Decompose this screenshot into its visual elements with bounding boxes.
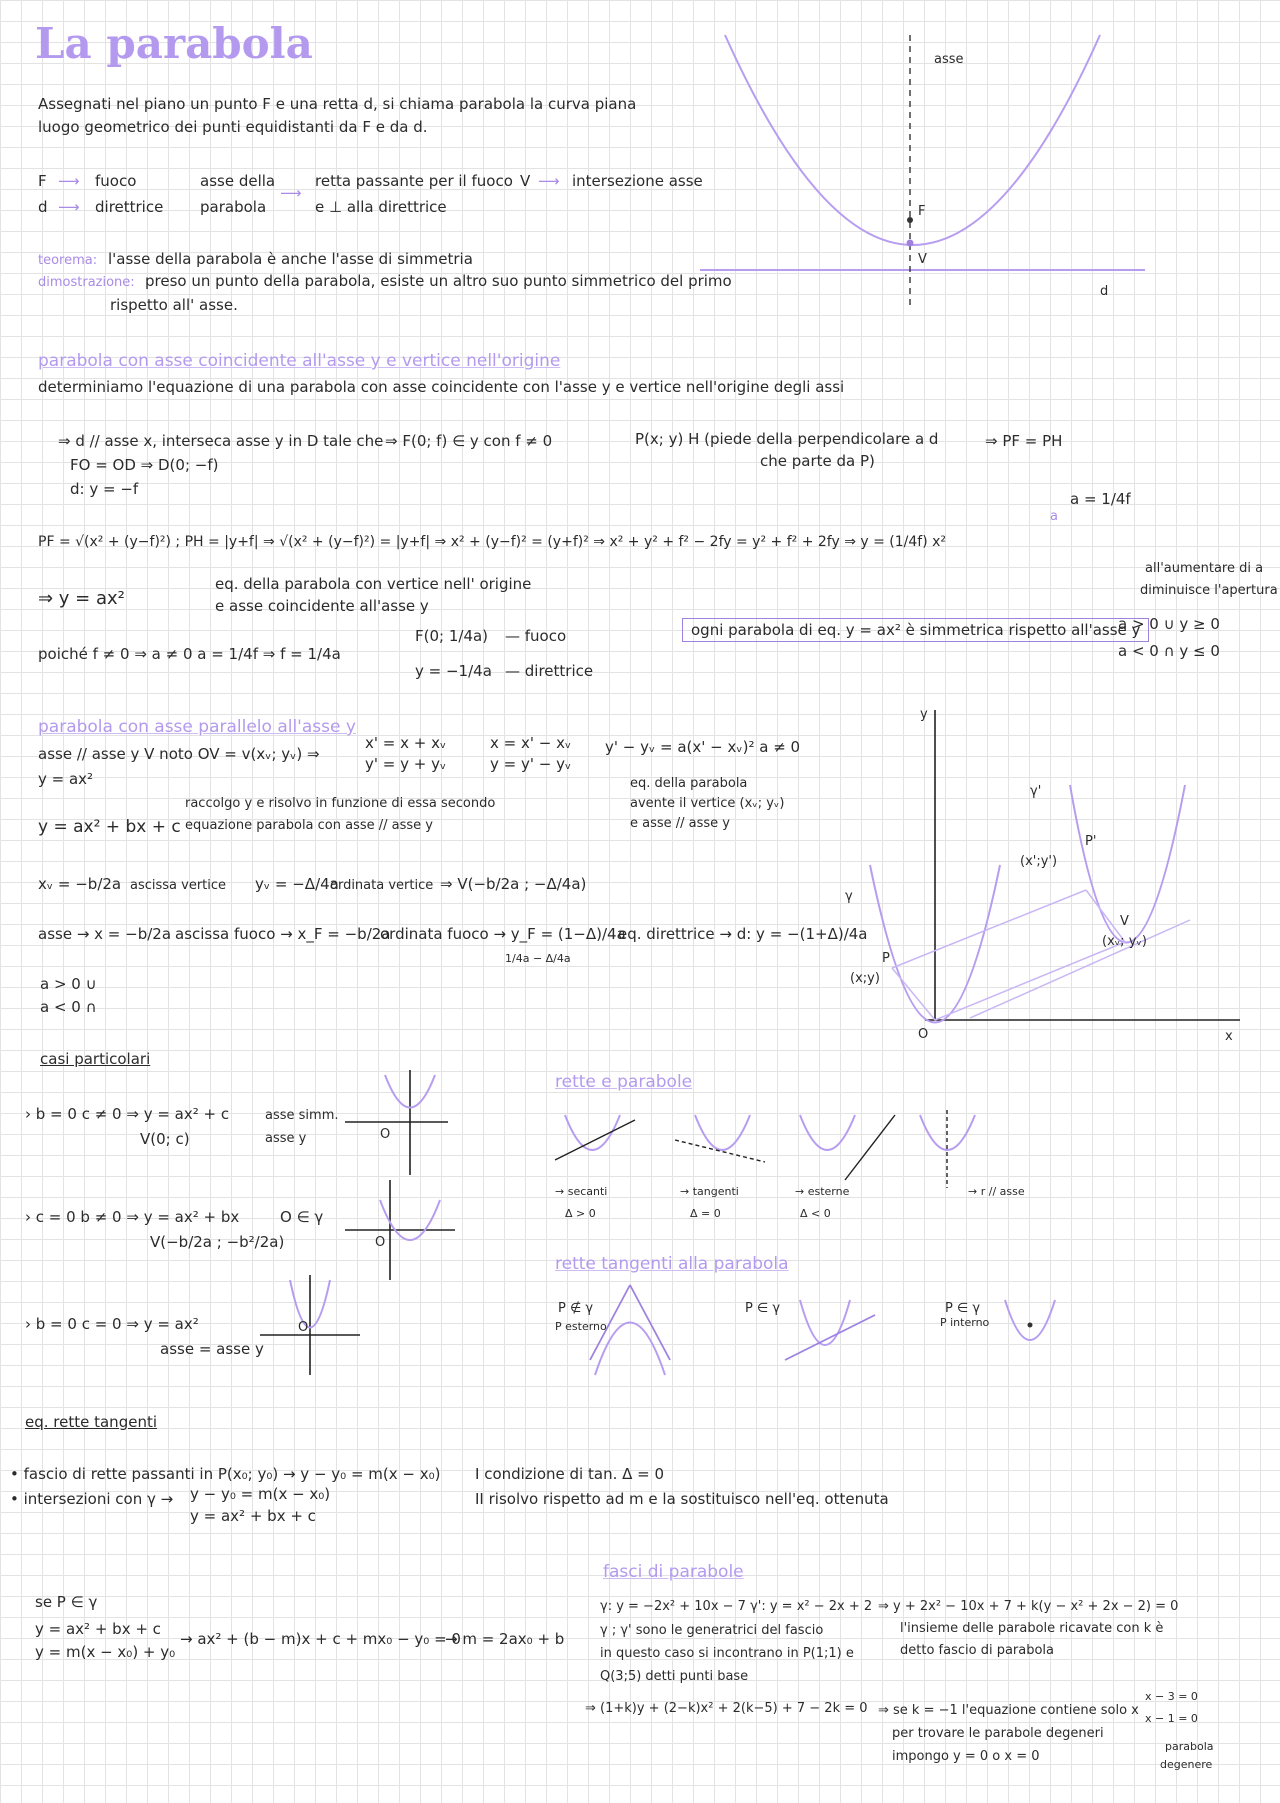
result-desc-3: e asse // asse y	[630, 816, 731, 831]
case-p-inside-label: P interno	[940, 1316, 990, 1329]
fasci-right-3: detto fascio di parabola	[900, 1643, 1055, 1658]
parallela-label: → r // asse	[968, 1185, 1025, 1198]
degenerate-label-1: parabola	[1165, 1740, 1214, 1753]
eq-tangenti-sys-a: y − y₀ = m(x − x₀)	[190, 1485, 331, 1503]
eq-tangenti-line-1: • fascio di rette passanti in P(x₀; y₀) → y − y₀ = m(x − x₀)	[10, 1465, 441, 1483]
direttrice-formula: eq. direttrice → d: y = −(1+Δ)/4a	[618, 925, 868, 943]
s1-line3: d: y = −f	[70, 480, 139, 498]
case-1: › b = 0 c ≠ 0 ⇒ y = ax² + c	[25, 1105, 230, 1123]
s1-line1b: ⇒ F(0; f) ∈ y con f ≠ 0	[385, 432, 553, 450]
rette-figure	[555, 1110, 1005, 1190]
symmetry-box: ogni parabola di eq. y = ax² è simmetrica rispetto all'asse y	[682, 618, 1149, 642]
focus-coordinate: F(0; 1/4a)	[415, 627, 489, 645]
se-p-mid: → ax² + (b − m)x + c + mx₀ − y₀ = 0	[180, 1630, 461, 1648]
s2-line1: asse // asse y V noto OV = v(xᵥ; yᵥ) ⇒	[38, 745, 320, 763]
s1-line1a: ⇒ d // asse x, interseca asse y in D tale che	[58, 432, 384, 450]
arrow-icon: ⟶	[538, 172, 560, 190]
proof-line-1: preso un punto della parabola, esiste un altro suo punto simmetrico del primo	[145, 272, 732, 290]
svg-text:O: O	[375, 1235, 386, 1250]
s1-line1c2: che parte da P)	[760, 452, 875, 470]
svg-text:P: P	[882, 951, 890, 966]
case-p-inside: P ∈ γ	[945, 1301, 981, 1316]
translation-figure	[840, 700, 1240, 1050]
yv-formula: yᵥ = −Δ/4a	[255, 875, 339, 893]
intro-line-1: Assegnati nel piano un punto F e una retta d, si chiama parabola la curva piana	[38, 95, 637, 113]
def-d-symbol: d	[38, 198, 48, 216]
case-1-figure	[340, 1070, 450, 1180]
svg-text:P': P'	[1085, 834, 1097, 849]
page-title: La parabola	[35, 19, 313, 68]
result-desc-2: avente il vertice (xᵥ; yᵥ)	[630, 796, 785, 811]
s1-line1d: ⇒ PF = PH	[985, 432, 1063, 450]
eq-tangenti-heading: eq. rette tangenti	[25, 1413, 157, 1431]
tangenti-figure	[585, 1280, 1075, 1380]
esterne-label: → esterne	[795, 1185, 850, 1198]
intro-line-2: luogo geometrico dei punti equidistanti da F e da d.	[38, 118, 428, 136]
sys2-b: y = y' − yᵥ	[490, 755, 572, 773]
side-note-3: a > 0 ∪ y ≥ 0	[1118, 615, 1220, 633]
fuoco-x: ascissa fuoco → x_F = −b/2a	[175, 925, 391, 943]
case-p-outside-label: P esterno	[555, 1320, 607, 1333]
se-p-sys-b: y = m(x − x₀) + y₀	[35, 1643, 176, 1661]
fasci-right-6: impongo y = 0 o x = 0	[892, 1749, 1040, 1764]
directrix-label: — direttrice	[505, 662, 594, 680]
vertex-formula: ⇒ V(−b/2a ; −Δ/4a)	[440, 875, 587, 893]
case-3-asse: asse = asse y	[160, 1340, 264, 1358]
sys2-a: x = x' − xᵥ	[490, 734, 572, 752]
rette-heading: rette e parabole	[555, 1072, 693, 1092]
def-d-text: direttrice	[95, 198, 164, 216]
section-heading-parallel: parabola con asse parallelo all'asse y	[38, 717, 356, 737]
general-equation: y = ax² + bx + c	[38, 817, 181, 837]
svg-text:O: O	[298, 1320, 309, 1335]
result-desc-1: eq. della parabola	[630, 776, 748, 791]
svg-text:γ': γ'	[1030, 784, 1042, 799]
case-1-asse-2: asse y	[265, 1131, 307, 1146]
proof-label: dimostrazione:	[38, 275, 135, 290]
parabola-curve	[725, 35, 1100, 245]
arrow-icon: ⟶	[280, 184, 302, 202]
sys1-a: x' = x + xᵥ	[365, 734, 447, 752]
def-asse-text-2: e ⊥ alla direttrice	[315, 198, 447, 216]
def-asse-label-1: asse della	[200, 172, 276, 190]
case-1-asse: asse simm.	[265, 1108, 339, 1123]
a-over: a	[1050, 509, 1058, 524]
xv-formula: xᵥ = −b/2a	[38, 875, 122, 893]
shifted-equation: y' − yᵥ = a(x' − xᵥ)² a ≠ 0	[605, 738, 801, 756]
xv-label: ascissa vertice	[130, 878, 227, 893]
side-note-4: a < 0 ∩ y ≤ 0	[1118, 642, 1220, 660]
fasci-line-4: Q(3;5) detti punti base	[600, 1669, 749, 1684]
fasci-right-4: ⇒ se k = −1 l'equazione contiene solo x	[878, 1703, 1139, 1718]
def-asse-text-1: retta passante per il fuoco	[315, 172, 513, 190]
fasci-line-1: γ: y = −2x² + 10x − 7 γ': y = x² − 2x + 2	[600, 1599, 873, 1614]
se-p-sys-a: y = ax² + bx + c	[35, 1620, 161, 1638]
side-note-1: all'aumentare di a	[1145, 561, 1264, 576]
vertex-point	[907, 240, 914, 247]
directrix-label: d	[1100, 284, 1109, 299]
fuoco-y-2: 1/4a − Δ/4a	[505, 952, 571, 965]
case-2: › c = 0 b ≠ 0 ⇒ y = ax² + bx	[25, 1208, 240, 1226]
section1-subtitle: determiniamo l'equazione di una parabola con asse coincidente con l'asse y e vertice nell'origine degli assi	[38, 378, 845, 396]
condition-1: I condizione di tan. Δ = 0	[475, 1465, 665, 1483]
secanti-delta: Δ > 0	[565, 1207, 596, 1220]
svg-text:x: x	[1225, 1029, 1233, 1044]
fasci-right-2: l'insieme delle parabole ricavate con k è	[900, 1621, 1164, 1636]
fuoco-y: ordinata fuoco → y_F = (1−Δ)/4a	[380, 925, 626, 943]
a-definition: a = 1/4f	[1070, 490, 1131, 508]
fasci-right-5: per trovare le parabole degeneri	[892, 1726, 1104, 1741]
case-3: › b = 0 c = 0 ⇒ y = ax²	[25, 1315, 199, 1333]
svg-text:(x;y): (x;y)	[850, 971, 880, 986]
s1-line1c: P(x; y) H (piede della perpendicolare a d	[635, 430, 939, 448]
svg-text:y: y	[920, 707, 928, 722]
degenerate-1: x − 3 = 0	[1145, 1690, 1198, 1703]
svg-text:O: O	[918, 1027, 929, 1042]
parabola-equation-main: ⇒ y = ax²	[38, 588, 125, 609]
directrix-coordinate: y = −1/4a	[415, 662, 492, 680]
a-negative: a < 0 ∩	[40, 998, 97, 1016]
fasci-heading: fasci di parabole	[603, 1562, 744, 1582]
def-v-text: intersezione asse	[572, 172, 703, 190]
case-3-figure	[260, 1275, 360, 1375]
section-heading-origin: parabola con asse coincidente all'asse y e vertice nell'origine	[38, 351, 561, 371]
derivation-equation: PF = √(x² + (y−f)²) ; PH = |y+f| ⇒ √(x² + (y−f)²) = |y+f| ⇒ x² + (y−f)² = (y+f)² ⇒ x² + y² + f² − 2fy = y² + f² + 2fy ⇒ y = (1/4f) x²	[38, 534, 947, 550]
def-asse-label-2: parabola	[200, 198, 267, 216]
svg-text:V: V	[1120, 914, 1129, 929]
tangenti-delta: Δ = 0	[690, 1207, 721, 1220]
arrow-icon: ⟶	[58, 198, 80, 216]
eq-tangenti-line-2: • intersezioni con γ →	[10, 1490, 174, 1508]
eq-tangenti-sys-b: y = ax² + bx + c	[190, 1507, 316, 1525]
def-f-text: fuoco	[95, 172, 137, 190]
fasci-line-2: γ ; γ' sono le generatrici del fascio	[600, 1623, 824, 1638]
arrow-icon: ⟶	[58, 172, 80, 190]
case-2-figure	[345, 1180, 455, 1280]
svg-text:γ: γ	[845, 889, 853, 904]
raccolgo-2: equazione parabola con asse // asse y	[185, 818, 434, 833]
raccolgo-1: raccolgo y e risolvo in funzione di essa secondo	[185, 796, 496, 811]
y-ax2: y = ax²	[38, 770, 94, 788]
secanti-label: → secanti	[555, 1185, 608, 1198]
case-2-origin: O ∈ γ	[280, 1208, 324, 1226]
case-p-on: P ∈ γ	[745, 1301, 781, 1316]
svg-text:(xᵥ; yᵥ): (xᵥ; yᵥ)	[1102, 934, 1147, 949]
svg-text:(x';y'): (x';y')	[1020, 854, 1058, 869]
theorem-text: l'asse della parabola è anche l'asse di simmetria	[108, 250, 473, 268]
fasci-line-3: in questo caso si incontrano in P(1;1) e	[600, 1646, 854, 1661]
poiche-line: poiché f ≠ 0 ⇒ a ≠ 0 a = 1/4f ⇒ f = 1/4a	[38, 645, 341, 663]
se-p-label: se P ∈ γ	[35, 1593, 98, 1611]
case-2-vertex: V(−b/2a ; −b²/2a)	[150, 1233, 285, 1251]
se-p-result: → m = 2ax₀ + b	[445, 1630, 565, 1648]
s1-line2: FO = OD ⇒ D(0; −f)	[70, 456, 219, 474]
fasci-line-5: ⇒ (1+k)y + (2−k)x² + 2(k−5) + 7 − 2k = 0	[585, 1701, 868, 1716]
focus-label: F	[918, 204, 926, 219]
side-note-2: diminuisce l'apertura	[1140, 583, 1278, 598]
esterne-delta: Δ < 0	[800, 1207, 831, 1220]
fasci-right-1: ⇒ y + 2x² − 10x + 7 + k(y − x² + 2x − 2) = 0	[878, 1599, 1179, 1614]
eq-description-2: e asse coincidente all'asse y	[215, 597, 429, 615]
casi-heading: casi particolari	[40, 1050, 151, 1068]
svg-text:O: O	[380, 1127, 391, 1142]
sys1-b: y' = y + yᵥ	[365, 755, 447, 773]
case-p-outside: P ∉ γ	[558, 1301, 594, 1316]
tangenti-heading: rette tangenti alla parabola	[555, 1254, 789, 1274]
def-f-symbol: F	[38, 172, 47, 190]
def-v-symbol: V	[520, 172, 531, 190]
parabola-definition-figure	[700, 15, 1140, 315]
degenerate-2: x − 1 = 0	[1145, 1712, 1198, 1725]
vertex-label: V	[918, 252, 927, 267]
a-positive: a > 0 ∪	[40, 975, 97, 993]
asse-label: asse	[934, 52, 964, 67]
eq-description-1: eq. della parabola con vertice nell' origine	[215, 575, 532, 593]
condition-2: II risolvo rispetto ad m e la sostituisco nell'eq. ottenuta	[475, 1490, 889, 1508]
focus-label: — fuoco	[505, 627, 567, 645]
theorem-label: teorema:	[38, 253, 98, 268]
yv-label: ordinata vertice	[330, 878, 434, 893]
proof-line-2: rispetto all' asse.	[110, 296, 238, 314]
case-1-vertex: V(0; c)	[140, 1130, 190, 1148]
tangenti-label: → tangenti	[680, 1185, 739, 1198]
asse-formula: asse → x = −b/2a	[38, 925, 172, 943]
focus-point	[907, 217, 913, 223]
degenerate-label-2: degenere	[1160, 1758, 1213, 1771]
